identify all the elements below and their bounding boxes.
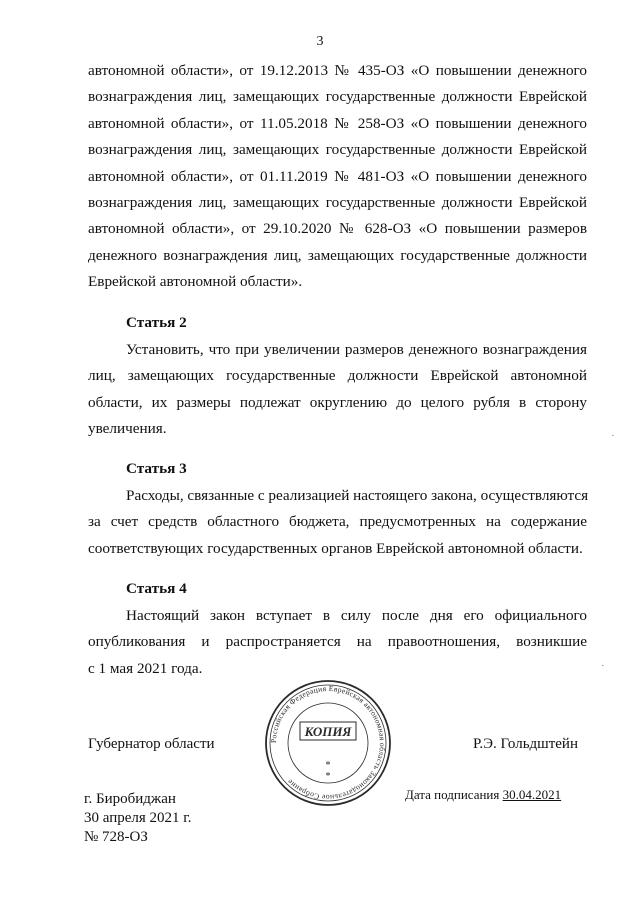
date-signed-value: 30.04.2021 — [502, 787, 562, 802]
svg-text:*: * — [325, 771, 331, 782]
article-4-text — [88, 603, 587, 682]
place-block — [84, 790, 192, 847]
text-line: Установить, что при увеличении размеров денежного вознаграждения — [126, 341, 587, 358]
scan-mark: · — [601, 660, 605, 672]
signature-position: Губернатор области — [88, 736, 215, 752]
stamp-center-text: КОПИЯ — [304, 724, 352, 739]
text-line: автономной области», от 01.11.2019 № 481-ОЗ «О повышении денежного — [88, 167, 587, 185]
official-stamp — [258, 678, 398, 808]
text-line: вознаграждения лиц, замещающих государственные должности Еврейской — [88, 194, 587, 212]
text-line: Расходы, связанные с реализацией настоящего закона, осуществляются — [126, 487, 589, 504]
signature-name: Р.Э. Гольдштейн — [472, 736, 578, 752]
place-date: 30 апреля 2021 г. — [84, 810, 192, 826]
text-line: автономной области», от 19.12.2013 № 435-ОЗ «О повышении денежного — [88, 62, 587, 79]
article-3-text — [88, 483, 587, 562]
text-line: с 1 мая 2021 года. — [88, 659, 203, 677]
date-signed-label: Дата подписания — [405, 787, 500, 802]
text-line: вознаграждения лиц, замещающих государственные должности Еврейской — [88, 141, 587, 159]
text-line: соответствующих государственных органов Еврейской автономной области. — [88, 539, 583, 557]
text-line: вознаграждения лиц, замещающих государственные должности Еврейской — [88, 88, 587, 106]
page-number: 3 — [316, 34, 324, 49]
place-city: г. Биробиджан — [84, 791, 176, 807]
article-2-heading: Статья 2 — [126, 314, 187, 331]
text-line: за счет средств областного бюджета, предусмотренных на содержание — [88, 513, 587, 531]
date-signed — [405, 787, 561, 803]
svg-text:Российская Федерация Еврейская — [269, 684, 387, 802]
text-line: лиц, замещающих государственные должности Еврейской автономной — [88, 367, 587, 385]
text-line: области, их размеры подлежат округлению до целого рубля в сторону — [88, 393, 587, 411]
text-line: опубликования и распространяется на правоотношения, возникшие — [88, 633, 587, 651]
article-2-text — [88, 337, 587, 443]
text-line: Еврейской автономной области». — [88, 273, 303, 291]
law-number: № 728-ОЗ — [84, 829, 148, 845]
stamp-ring-text: Российская Федерация Еврейская автономная область Законодательное Собрание — [268, 683, 388, 803]
text-line: денежного вознаграждения лиц, замещающих государственные должности — [88, 246, 587, 264]
scan-mark: · — [611, 430, 615, 442]
text-line: Настоящий закон вступает в силу после дня его официального — [126, 607, 587, 624]
intro-paragraph — [88, 58, 587, 296]
svg-text:*: * — [325, 760, 331, 771]
text-line: автономной области», от 11.05.2018 № 258-ОЗ «О повышении денежного — [88, 114, 587, 132]
text-line: увеличения. — [88, 420, 167, 438]
article-3-heading: Статья 3 — [126, 460, 187, 477]
article-4-heading: Статья 4 — [126, 580, 187, 597]
text-line: автономной области», от 29.10.2020 № 628-ОЗ «О повышении размеров — [88, 220, 587, 238]
